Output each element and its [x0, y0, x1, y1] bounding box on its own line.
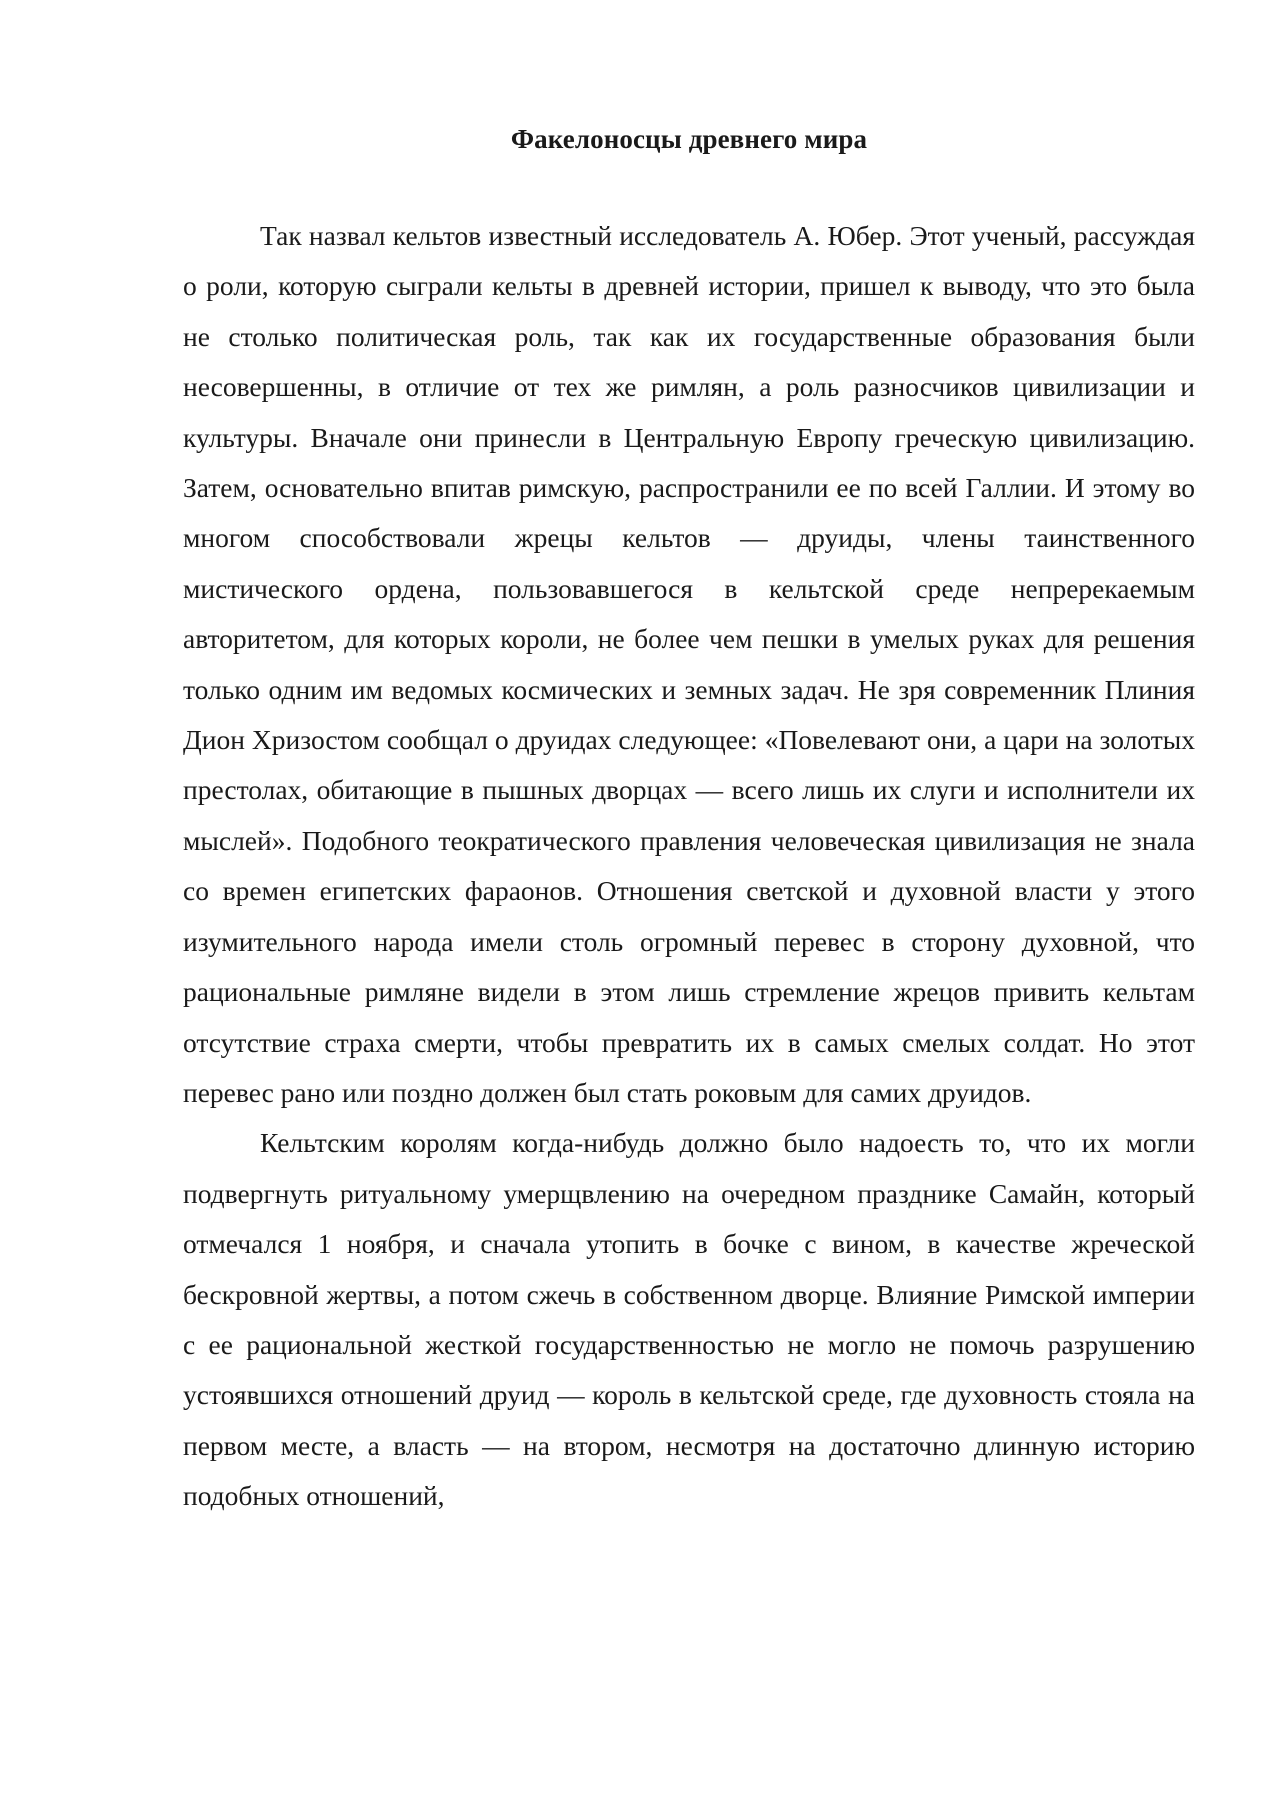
document-title: Факелоносцы древнего мира: [510, 124, 868, 154]
document-body: [183, 211, 1195, 1522]
paragraph: Кельтским королям когда-нибудь должно было надоесть то, что их могли подвергнуть ритуальному умерщвлению на очередном празднике Самайн, который отмечался 1 ноября, и сначала утопить в бочке с вином, в качестве жреческой бескровной жертвы, а потом сжечь в собственном дворце. Влияние Римской империи с ее рациональной жесткой государственностью не могло не помочь разрушению устоявшихся отношений друид — король в кельтской среде, где духовность стояла на первом месте, а власть — на втором, несмотря на достаточно длинную историю подобных отношений,: [183, 1127, 1195, 1512]
paragraph: Так назвал кельтов известный исследователь А. Юбер. Этот ученый, рассуждая о роли, которую сыграли кельты в древней истории, пришел к выводу, что это была не столько политическая роль, так как их государственные образования были несовершенны, в отличие от тех же римлян, а роль разносчиков цивилизации и культуры. Вначале они принесли в Центральную Европу греческую цивилизацию. Затем, основательно впитав римскую, распространили ее по всей Галлии. И этому во многом способствовали жрецы кельтов — друиды, члены таинственного мистического ордена, пользовавшегося в кельтской среде непререкаемым авторитетом, для которых короли, не более чем пешки в умелых руках для решения только одним им ведомых космических и земных задач. Не зря современник Плиния Дион Хризостом сообщал о друидах следующее: «Повелевают они, а цари на золотых престолах, обитающие в пышных дворцах — всего лишь их слуги и исполнители их мыслей». Подобного теократического правления человеческая цивилизация не знала со времен египетских фараонов. Отношения светской и духовной власти у этого изумительного народа имели столь огромный перевес в сторону духовной, что рациональные римляне видели в этом лишь стремление жрецов привить кельтам отсутствие страха смерти, чтобы превратить их в самых смелых солдат. Но этот перевес рано или поздно должен был стать роковым для самих друидов.: [183, 220, 1195, 1108]
